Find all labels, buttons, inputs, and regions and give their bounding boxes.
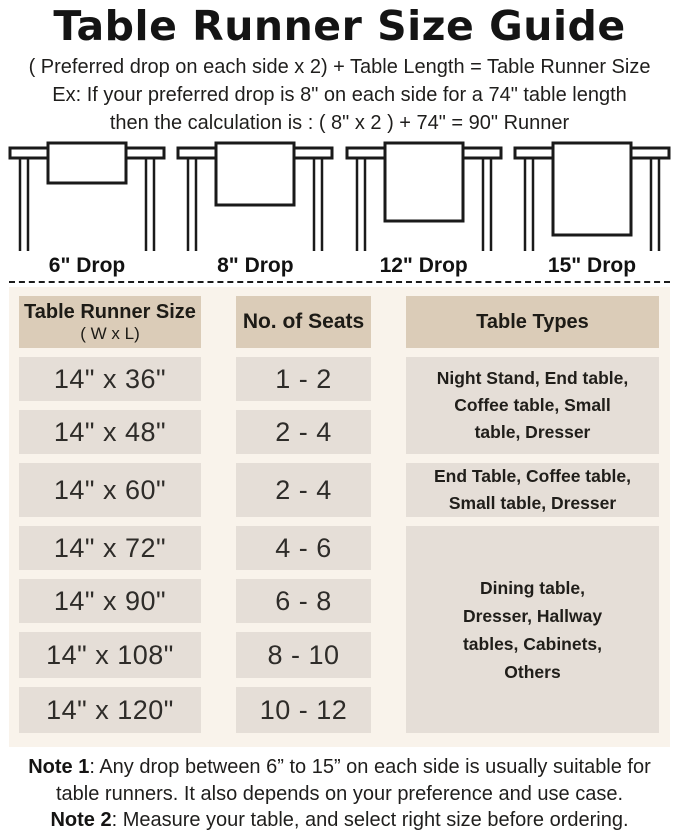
dashed-divider — [9, 281, 670, 283]
table-runner-diagram-icon — [344, 141, 504, 251]
table-types-group-large-tables — [406, 526, 659, 733]
table-row-seats-14x60: 2 - 4 — [236, 463, 371, 517]
column-header-runner-size-title: Table Runner Size — [24, 301, 196, 323]
column-header-runner-size-sub: ( W x L) — [80, 324, 140, 343]
drop-label-6in: 6" Drop — [48, 254, 126, 277]
footer-notes — [0, 754, 679, 834]
table-row-seats-14x72: 4 - 6 — [236, 526, 371, 570]
table-types-line: Coffee table, Small — [454, 394, 611, 415]
drop-label-15in: 15" Drop — [547, 254, 637, 277]
column-header-table-types-label: Table Types — [476, 311, 589, 333]
table-types-line: table, Dresser — [474, 422, 591, 443]
table-types-line: Night Stand, End table, — [436, 367, 629, 388]
table-types-group-small-tables — [406, 357, 659, 454]
table-types-group-medium-tables — [406, 463, 659, 517]
formula-text: ( Preferred drop on each side x 2) + Table Length = Table Runner Size — [28, 56, 651, 78]
table-types-line: Small table, Dresser — [448, 493, 617, 513]
note-1-text-line1: : Any drop between 6” to 15” on each side is usually suitable for — [89, 756, 651, 778]
table-types-line: Dining table, — [480, 577, 585, 598]
table-row-size-14x72: 14" x 72" — [19, 526, 201, 570]
example-text-line2: then the calculation is : ( 8" x 2 ) + 74" = 90" Runner — [109, 112, 570, 134]
runner-rect — [385, 143, 463, 221]
note-1-label: Note 1 — [28, 756, 90, 778]
note-2-label: Note 2 — [50, 809, 112, 831]
column-header-table-types — [406, 296, 659, 348]
example-text-line1: Ex: If your preferred drop is 8" on each side for a 74" table length — [52, 84, 627, 106]
table-row-size-14x120: 14" x 120" — [19, 687, 201, 733]
note-1 — [0, 754, 679, 781]
note-1-text-line2: table runners. It also depends on your preference and use case. — [55, 782, 624, 805]
table-row-size-14x90: 14" x 90" — [19, 579, 201, 623]
table-types-line: Dresser, Hallway — [462, 605, 603, 626]
runner-rect — [216, 143, 294, 205]
drop-illustrations — [0, 141, 679, 279]
page-title: Table Runner Size Guide — [53, 2, 626, 50]
table-types-line: End Table, Coffee table, — [433, 465, 632, 486]
column-header-runner-size — [19, 296, 201, 348]
column-header-seats-label: No. of Seats — [242, 310, 365, 333]
column-header-seats — [236, 296, 371, 348]
table-row-size-14x48: 14" x 48" — [19, 410, 201, 454]
illustration-15in-drop — [509, 141, 675, 279]
table-types-line: tables, Cabinets, — [462, 633, 603, 654]
table-types-line: Others — [504, 661, 561, 682]
size-guide-table — [19, 296, 660, 733]
drop-label-12in: 12" Drop — [379, 254, 468, 277]
table-runner-diagram-icon — [175, 141, 335, 251]
table-row-size-14x60: 14" x 60" — [19, 463, 201, 517]
drop-label-8in: 8" Drop — [217, 254, 294, 277]
runner-rect — [48, 143, 126, 183]
runner-rect — [553, 143, 631, 235]
table-row-seats-14x120: 10 - 12 — [236, 687, 371, 733]
table-row-seats-14x48: 2 - 4 — [236, 410, 371, 454]
illustration-12in-drop — [341, 141, 507, 279]
note-2 — [0, 807, 679, 834]
table-row-seats-14x108: 8 - 10 — [236, 632, 371, 678]
table-runner-diagram-icon — [7, 141, 167, 251]
table-row-seats-14x90: 6 - 8 — [236, 579, 371, 623]
illustration-8in-drop — [172, 141, 338, 279]
illustration-6in-drop — [4, 141, 170, 279]
note-2-text: : Measure your table, and select right size before ordering. — [111, 809, 629, 831]
table-runner-diagram-icon — [512, 141, 672, 251]
table-row-size-14x108: 14" x 108" — [19, 632, 201, 678]
size-guide-panel — [9, 287, 670, 747]
table-row-size-14x36: 14" x 36" — [19, 357, 201, 401]
table-row-seats-14x36: 1 - 2 — [236, 357, 371, 401]
